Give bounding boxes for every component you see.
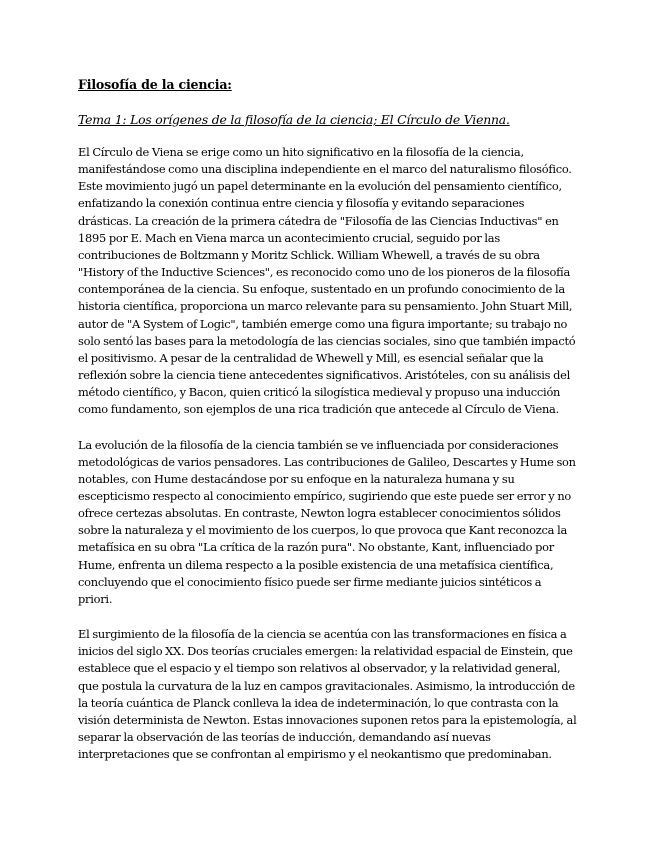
paragraph-2: La evolución de la filosofía de la ciencia también se ve influenciada por consideraciones metodológicas de varios pensadores. Las contribuciones de Galileo, Descartes y Hume son notables, con Hume destacándose por su enfoque en la naturaleza humana y su escepticismo respecto al conocimiento empírico, sugiriendo que este puede ser error y no ofrece certezas absolutas. En contraste, Newton logra establecer conocimientos sólidos sobre la naturaleza y el movimiento de los cuerpos, lo que provoca que Kant reconozca la metafísica en su obra "La crítica de la razón pura". No obstante, Kant, influenciado por Hume, enfrenta un dilema respecto a la posible existencia de una metafísica científica, concluyendo que el conocimiento físico puede ser firme mediante juicios sintéticos a priori. — [78, 437, 576, 606]
paragraph-1: El Círculo de Viena se erige como un hito significativo en la filosofía de la ciencia, manifestándose como una disciplina independiente en el marco del naturalismo filosófico. Este movimiento jugó un papel determinante en la evolución del pensamiento científico, enfatizando la conexión continua entre ciencia y filosofía y evitando separaciones drásticas. La creación de la primera cátedra de "Filosofía de las Ciencias Inductivas" en 1895 por E. Mach en Viena marca un acontecimiento crucial, seguido por las contribuciones de Boltzmann y Moritz Schlick. William Whewell, a través de su obra "History of the Inductive Sciences", es reconocido como uno de los pioneros de la filosofía contemporánea de la ciencia. Su enfoque, sustentado en un profundo conocimiento de la historia científica, proporciona un marco relevante para su pensamiento. John Stuart Mill, autor de "A System of Logic", también emerge como una figura importante; su trabajo no solo sentó las bases para la metodología de las ciencias sociales, sino que también impactó el positivismo. A pesar de la centralidad de Whewell y Mill, es esencial señalar que la reflexión sobre la ciencia tiene antecedentes significativos. Aristóteles, con su análisis del método científico, y Bacon, quien criticó la silogística medieval y propuso una inducción como fundamento, son ejemplos de una rica tradición que antecede al Círculo de Viena. — [78, 145, 576, 417]
paragraph-3: El surgimiento de la filosofía de la ciencia se acentúa con las transformaciones en física a inicios del siglo XX. Dos teorías cruciales emergen: la relatividad espacial de Einstein, que establece que el espacio y el tiempo son relativos al observador, y la relatividad general, que postula la curvatura de la luz en campos gravitacionales. Asimismo, la introducción de la teoría cuántica de Planck conlleva la idea de indeterminación, lo que contrasta con la visión determinista de Newton. Estas innovaciones suponen retos para la epistemología, al separar la observación de las teorías de inducción, demandando así nuevas interpretaciones que se confrontan al empirismo y el neokantismo que predominaban. — [78, 627, 577, 762]
document-title: Filosofía de la ciencia: — [78, 77, 232, 92]
document-page — [78, 76, 578, 781]
document-subtitle: Tema 1: Los orígenes de la filosofía de la ciencia; El Círculo de Vienna. — [78, 112, 510, 127]
